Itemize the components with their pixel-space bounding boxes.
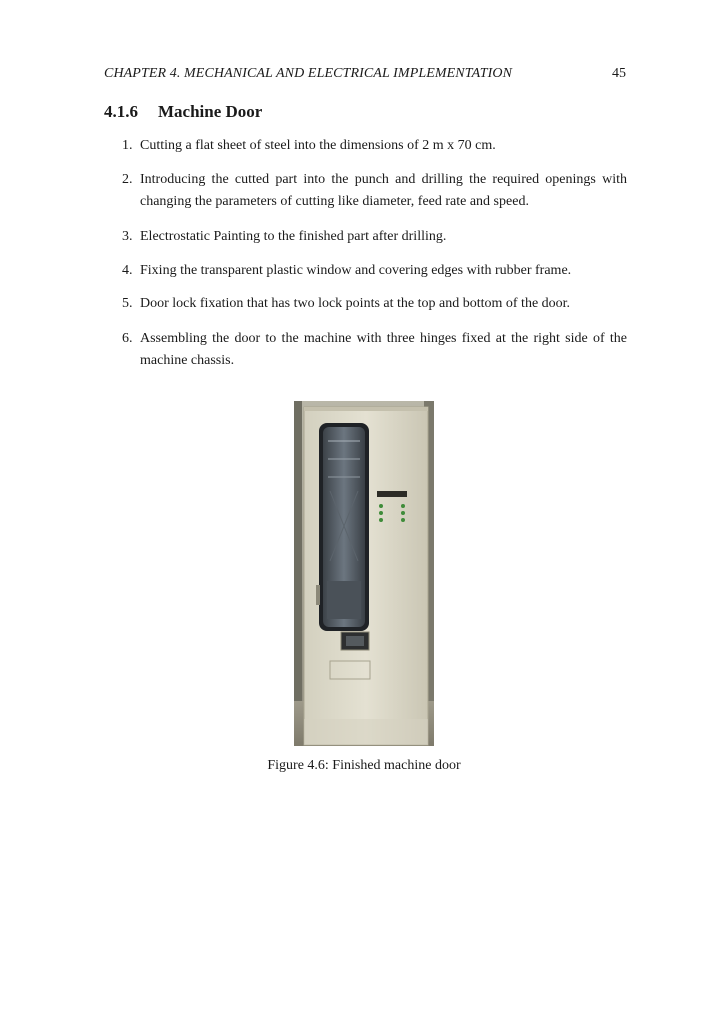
figure-caption: Figure 4.6: Finished machine door xyxy=(267,758,461,773)
item-number: 2. xyxy=(122,172,133,187)
running-header xyxy=(104,66,626,86)
list-item xyxy=(122,169,627,213)
machine-door-illustration xyxy=(294,401,434,746)
item-number: 5. xyxy=(122,296,133,311)
item-text: Fixing the transparent plastic window and covering edges with rubber frame. xyxy=(140,263,572,278)
list-item xyxy=(122,328,627,372)
item-number: 3. xyxy=(122,229,133,244)
item-number: 1. xyxy=(122,138,133,153)
item-number: 4. xyxy=(122,263,133,278)
item-text: Door lock fixation that has two lock points at the top and bottom of the door. xyxy=(140,296,571,311)
list-item xyxy=(122,226,627,248)
list-item xyxy=(122,293,627,315)
item-text: Cutting a flat sheet of steel into the dimensions of 2 m x 70 cm. xyxy=(140,138,496,153)
machine-door-photo xyxy=(294,401,434,746)
chapter-title: CHAPTER 4. MECHANICAL AND ELECTRICAL IMPLEMENTATION xyxy=(104,66,513,81)
page-number: 45 xyxy=(612,66,626,81)
section-title: Machine Door xyxy=(158,102,263,121)
item-text: Electrostatic Painting to the finished part after drilling. xyxy=(140,229,447,244)
item-number: 6. xyxy=(122,331,133,346)
list-item xyxy=(122,135,627,157)
list-item xyxy=(122,260,627,282)
item-text: Introducing the cutted part into the punch and drilling the required openings with changing the parameters of cutting like diameter, feed rate and speed. xyxy=(140,172,627,209)
section-number: 4.1.6 xyxy=(104,102,138,121)
item-text: Assembling the door to the machine with three hinges fixed at the right side of the machine chassis. xyxy=(140,331,627,368)
section-heading xyxy=(104,102,262,122)
